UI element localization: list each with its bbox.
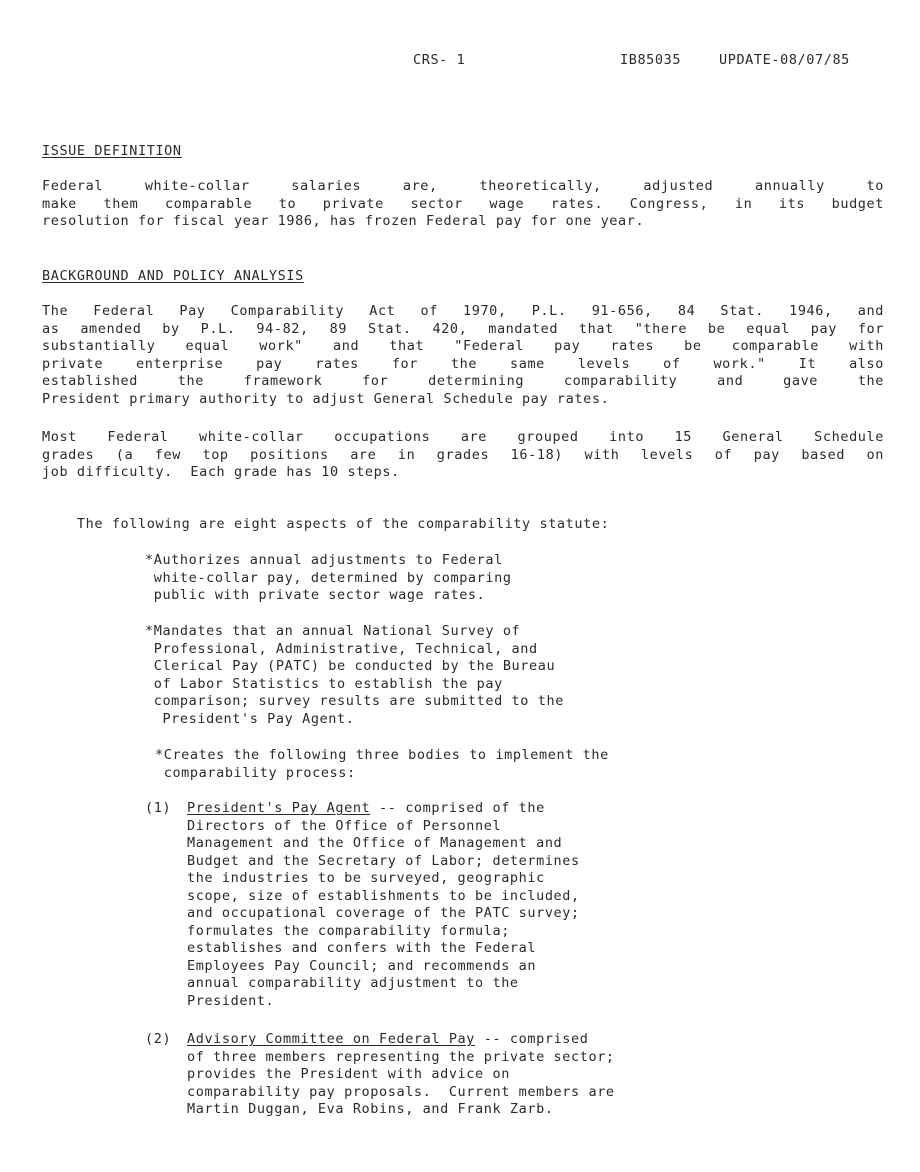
text-line: white-collar pay, determined by comparing <box>145 569 512 586</box>
text-line: comparability process: <box>155 764 356 781</box>
text-line: Most Federal white-collar occupations are grouped into 15 General Schedule <box>42 429 884 445</box>
text-line: comparison; survey results are submitted to the <box>145 693 564 709</box>
text-line: and occupational coverage of the PATC survey; <box>187 905 580 921</box>
text-line: The Federal Pay Comparability Act of 1970, P.L. 91-656, 84 Stat. 1946, and <box>42 303 884 319</box>
text-line: provides the President with advice on <box>187 1066 510 1082</box>
background-paragraph-2 <box>42 429 884 482</box>
text-line: substantially equal work" and that "Federal pay rates be comparable with <box>42 338 884 354</box>
text-line: of Labor Statistics to establish the pay <box>145 675 503 692</box>
text-line: Directors of the Office of Personnel <box>187 817 502 834</box>
text-line: the industries to be surveyed, geographic <box>187 870 545 886</box>
text-line <box>187 1031 615 1049</box>
background-paragraph-3: The following are eight aspects of the comparability statute: <box>42 516 610 532</box>
body-1-number: (1) <box>145 800 172 816</box>
document-id: IB85035 <box>620 52 682 68</box>
text-line: Management and the Office of Management and <box>187 835 563 851</box>
background-paragraph-1 <box>42 303 884 408</box>
issue-definition-paragraph <box>42 178 884 231</box>
text-line: *Mandates that an annual National Survey of <box>145 623 521 639</box>
text-line: *Authorizes annual adjustments to Federal <box>145 552 503 568</box>
body-2-number: (2) <box>145 1031 172 1047</box>
text-line: of three members representing the private sector; <box>187 1048 615 1065</box>
text-line: scope, size of establishments to be included, <box>187 887 580 904</box>
text-line: job difficulty. Each grade has 10 steps. <box>42 464 400 480</box>
text-line: resolution for fiscal year 1986, has frozen Federal pay for one year. <box>42 213 645 229</box>
text-line: Professional, Administrative, Technical, and <box>145 640 538 657</box>
aspect-item-3 <box>155 747 609 782</box>
body-1-description <box>187 800 580 1010</box>
text-line: private enterprise pay rates for the same levels of work." It also <box>42 355 884 372</box>
text-line: President primary authority to adjust General Schedule pay rates. <box>42 390 610 407</box>
aspect-item-1 <box>145 552 512 605</box>
text-line: Budget and the Secretary of Labor; determines <box>187 852 580 869</box>
text-line: public with private sector wage rates. <box>145 587 486 603</box>
text-line: establishes and confers with the Federal <box>187 940 537 956</box>
background-heading: BACKGROUND AND POLICY ANALYSIS <box>42 268 304 284</box>
body-2-first-line: -- comprised <box>475 1031 589 1047</box>
text-line: Federal white-collar salaries are, theoretically, adjusted annually to <box>42 178 884 194</box>
text-line: grades (a few top positions are in grades 16-18) with levels of pay based on <box>42 446 884 463</box>
text-line <box>187 800 580 818</box>
body-1-title: President's Pay Agent <box>187 800 371 816</box>
text-line: President. <box>187 992 275 1009</box>
issue-definition-heading: ISSUE DEFINITION <box>42 143 182 159</box>
text-line: formulates the comparability formula; <box>187 922 510 939</box>
text-line: established the framework for determining comparability and gave the <box>42 373 884 389</box>
text-line: Clerical Pay (PATC) be conducted by the Bureau <box>145 658 556 674</box>
body-2-title: Advisory Committee on Federal Pay <box>187 1031 476 1047</box>
aspect-item-2 <box>145 623 564 728</box>
text-line: Employees Pay Council; and recommends an <box>187 957 537 974</box>
text-line: make them comparable to private sector wage rates. Congress, in its budget <box>42 195 884 212</box>
body-1-first-line: -- comprised of the <box>370 800 545 816</box>
update-date: UPDATE-08/07/85 <box>719 52 850 68</box>
text-line: *Creates the following three bodies to implement the <box>155 747 609 763</box>
page-number: CRS- 1 <box>413 52 466 68</box>
text-line: annual comparability adjustment to the <box>187 975 519 991</box>
text-line: Martin Duggan, Eva Robins, and Frank Zarb. <box>187 1101 554 1117</box>
body-2-description <box>187 1031 615 1119</box>
text-line: President's Pay Agent. <box>145 710 355 727</box>
text-line: comparability pay proposals. Current members are <box>187 1083 615 1100</box>
text-line: as amended by P.L. 94-82, 89 Stat. 420, mandated that "there be equal pay for <box>42 320 884 337</box>
